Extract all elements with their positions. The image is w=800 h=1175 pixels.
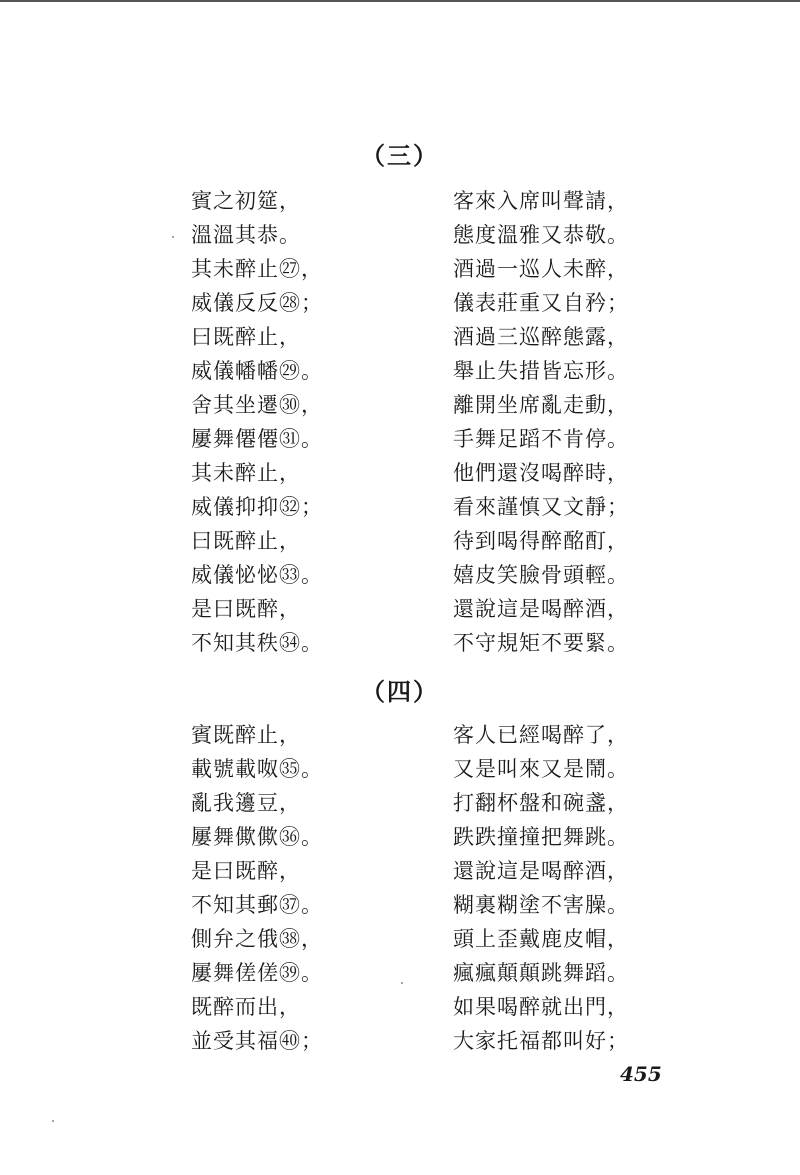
original-text: 賓之初筵， <box>191 189 301 213</box>
scan-speck <box>172 236 174 238</box>
translation-text: 儀表莊重又自矜； <box>453 291 629 315</box>
verse-line <box>0 388 800 422</box>
translation-text: 客人已經喝醉了， <box>453 723 629 747</box>
verse-line <box>0 1024 800 1058</box>
translation-text: 頭上歪戴鹿皮帽， <box>453 927 629 951</box>
original-text: 威儀幡幡㉙。 <box>191 359 323 383</box>
translation-text: 酒過三巡醉態露， <box>453 325 629 349</box>
verse-line <box>0 592 800 626</box>
translation-text: 手舞足蹈不肯停。 <box>453 427 629 451</box>
translation-text: 酒過一巡人未醉， <box>453 257 629 281</box>
verse-line <box>0 286 800 320</box>
verse-line <box>0 626 800 660</box>
translation-text: 不守規矩不要緊。 <box>453 631 629 655</box>
translation-text: 離開坐席亂走動， <box>453 393 629 417</box>
verse-line <box>0 184 800 218</box>
scan-speck <box>401 982 403 984</box>
original-text: 屢舞僛僛㊱。 <box>191 825 323 849</box>
translation-text: 還說這是喝醉酒， <box>453 859 629 883</box>
verse-line <box>0 558 800 592</box>
verse-line <box>0 422 800 456</box>
original-text: 不知其郵㊲。 <box>191 893 323 917</box>
verse-line <box>0 320 800 354</box>
translation-text: 舉止失措皆忘形。 <box>453 359 629 383</box>
translation-text: 嬉皮笑臉骨頭輕。 <box>453 563 629 587</box>
original-text: 不知其秩㉞。 <box>191 631 323 655</box>
original-text: 是曰既醉， <box>191 597 301 621</box>
verse-line <box>0 922 800 956</box>
verse-line <box>0 718 800 752</box>
page-number: 455 <box>620 1062 662 1086</box>
original-text: 載號載呶㉟。 <box>191 757 323 781</box>
original-text: 其未醉止㉗， <box>191 257 323 281</box>
original-text: 曰既醉止， <box>191 529 301 553</box>
translation-text: 又是叫來又是鬧。 <box>453 757 629 781</box>
translation-text: 他們還沒喝醉時， <box>453 461 629 485</box>
original-text: 其未醉止， <box>191 461 301 485</box>
original-text: 並受其福㊵； <box>191 1029 323 1053</box>
original-text: 側弁之俄㊳， <box>191 927 323 951</box>
verse-line <box>0 252 800 286</box>
verse-line <box>0 956 800 990</box>
original-text: 屢舞傞傞㊴。 <box>191 961 323 985</box>
verse-line <box>0 490 800 524</box>
translation-text: 客來入席叫聲請， <box>453 189 629 213</box>
original-text: 舍其坐遷㉚， <box>191 393 323 417</box>
section-title-4: （四） <box>361 677 439 706</box>
original-text: 威儀反反㉘； <box>191 291 323 315</box>
original-text: 威儀抑抑㉜； <box>191 495 323 519</box>
verse-line <box>0 854 800 888</box>
verse-line <box>0 786 800 820</box>
original-text: 威儀怭怭㉝。 <box>191 563 323 587</box>
verse-block-3 <box>0 184 800 660</box>
verse-line <box>0 524 800 558</box>
translation-text: 待到喝得醉酩酊， <box>453 529 629 553</box>
verse-line <box>0 888 800 922</box>
verse-line <box>0 354 800 388</box>
original-text: 曰既醉止， <box>191 325 301 349</box>
translation-text: 還說這是喝醉酒， <box>453 597 629 621</box>
translation-text: 瘋瘋顛顛跳舞蹈。 <box>453 961 629 985</box>
original-text: 賓既醉止， <box>191 723 301 747</box>
verse-line <box>0 990 800 1024</box>
section-title-3: （三） <box>361 141 439 170</box>
translation-text: 如果喝醉就出門， <box>453 995 629 1019</box>
scan-speck <box>52 1120 54 1122</box>
verse-line <box>0 218 800 252</box>
top-border-rule <box>0 0 800 2</box>
verse-block-4 <box>0 718 800 1058</box>
translation-text: 大家托福都叫好； <box>453 1029 629 1053</box>
original-text: 是曰既醉， <box>191 859 301 883</box>
original-text: 溫溫其恭。 <box>191 223 301 247</box>
translation-text: 看來謹慎又文靜； <box>453 495 629 519</box>
original-text: 屢舞僊僊㉛。 <box>191 427 323 451</box>
original-text: 既醉而出， <box>191 995 301 1019</box>
translation-text: 態度溫雅又恭敬。 <box>453 223 629 247</box>
verse-line <box>0 820 800 854</box>
verse-line <box>0 456 800 490</box>
original-text: 亂我籩豆， <box>191 791 301 815</box>
translation-text: 跌跌撞撞把舞跳。 <box>453 825 629 849</box>
verse-line <box>0 752 800 786</box>
translation-text: 打翻杯盤和碗盞， <box>453 791 629 815</box>
translation-text: 糊裏糊塗不害臊。 <box>453 893 629 917</box>
